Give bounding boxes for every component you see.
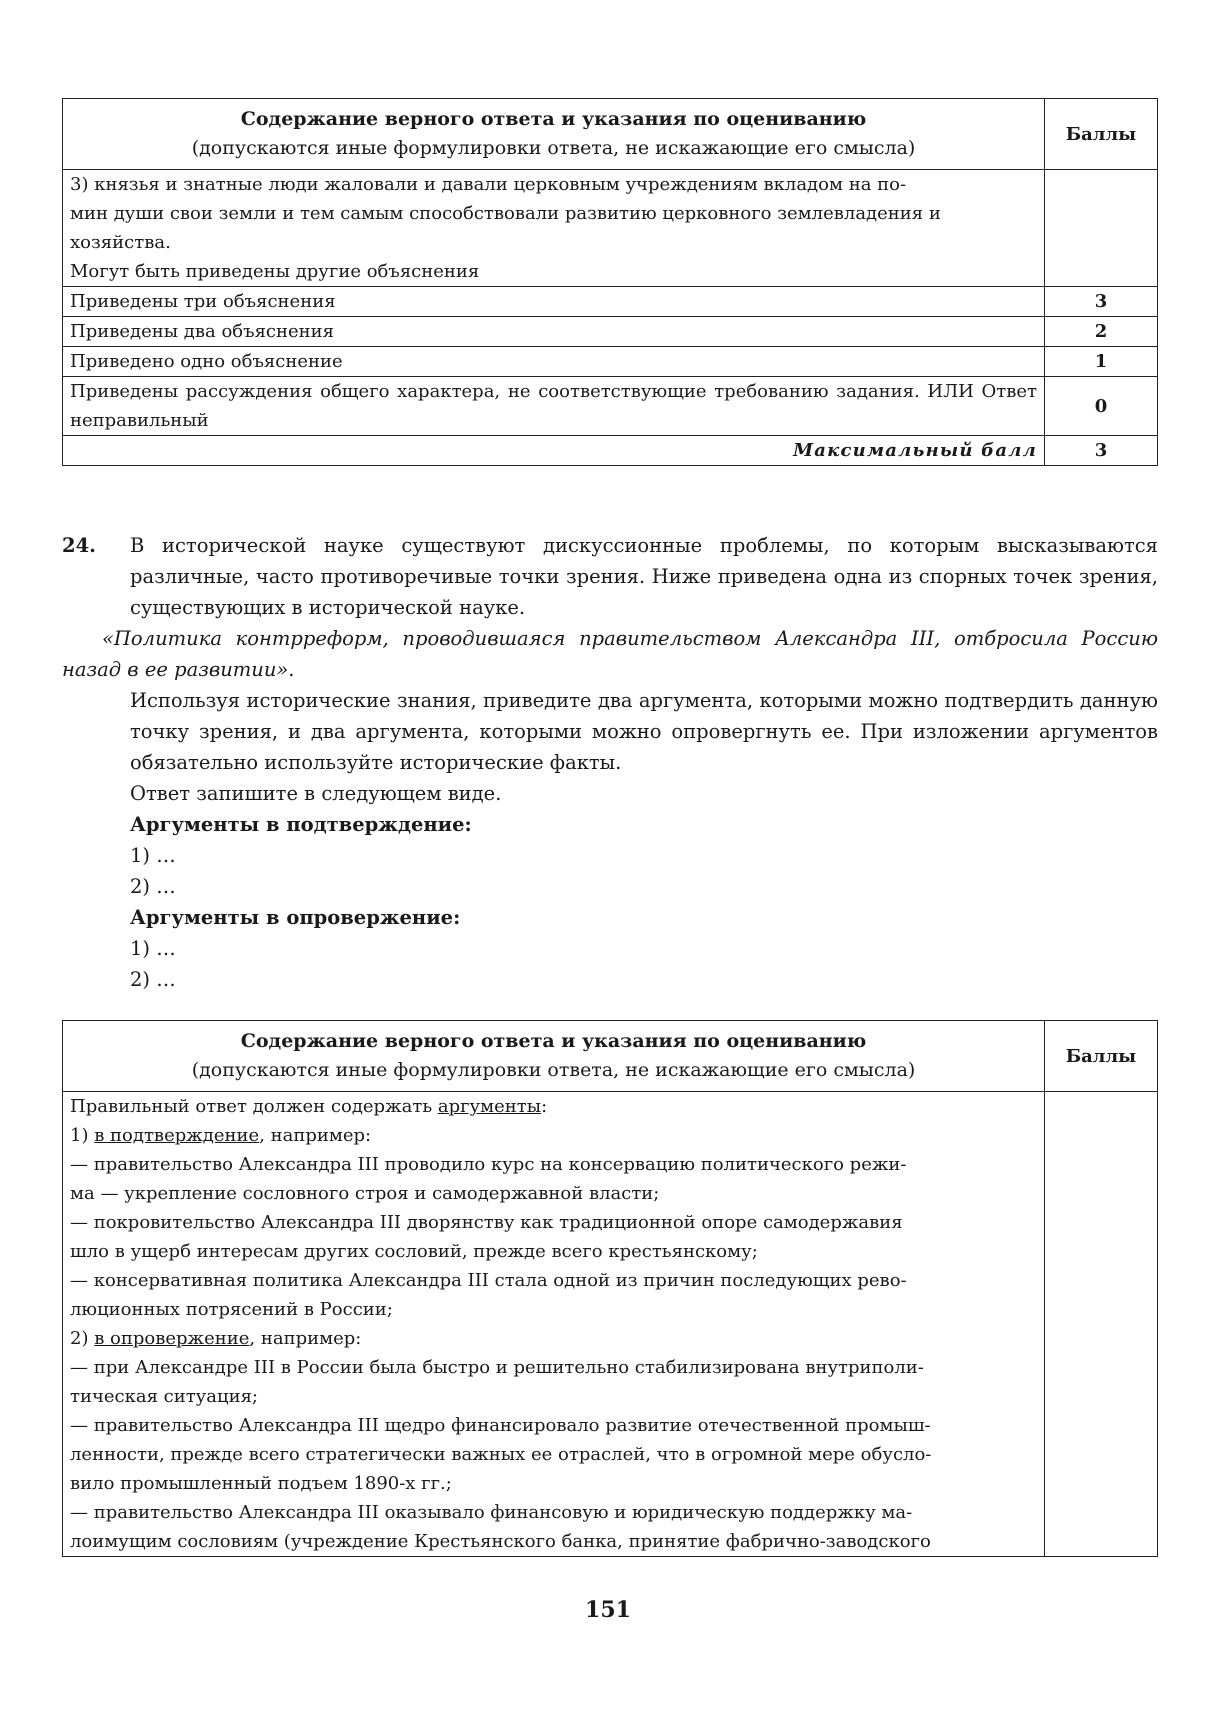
answer-intro-suffix: : <box>541 1096 548 1117</box>
criterion-text: Приведены два объяснения <box>63 317 1045 347</box>
criterion-text: Приведены рассуждения общего характера, не соответствующие требованию задания. ИЛИ Ответ неправильный <box>63 377 1045 436</box>
criterion-score: 0 <box>1045 377 1158 436</box>
task-number: 24. <box>62 534 96 557</box>
answer-content-row <box>63 170 1158 287</box>
empty-score-cell <box>1045 1092 1158 1557</box>
max-score-value: 3 <box>1045 436 1158 466</box>
task-quote: «Политика контрреформ, проводившаяся правительством Александра III, отбросила Россию назад в ее развитии». <box>62 627 1158 681</box>
confirm-line: — покровительство Александра III дворянству как традиционной опоре самодержавия <box>70 1212 903 1233</box>
criterion-score: 3 <box>1045 287 1158 317</box>
answer-content-cell <box>63 170 1045 287</box>
table-header-cell <box>63 99 1045 170</box>
answer-intro <box>70 1092 1037 1121</box>
refute-item: 2) … <box>130 968 176 991</box>
refute-line: ленности, прежде всего стратегически важных ее отраслей, что в огромной мере обусло- <box>70 1444 932 1465</box>
answer-intro-prefix: Правильный ответ должен содержать <box>70 1096 438 1117</box>
criterion-row <box>63 287 1158 317</box>
table-header-row <box>63 1021 1158 1092</box>
criterion-row <box>63 377 1158 436</box>
refute-line: лоимущим сословиям (учреждение Крестьянского банка, принятие фабрично-заводского <box>70 1531 931 1552</box>
content-line: хозяйства. <box>70 232 171 253</box>
criterion-text: Приведено одно объяснение <box>63 347 1045 377</box>
confirm-heading: Аргументы в подтверждение: <box>130 813 472 836</box>
score-header: Баллы <box>1045 99 1158 170</box>
confirm-item: 2) … <box>130 875 176 898</box>
task-instructions <box>130 685 1158 995</box>
confirm-line: шло в ущерб интересам других сословий, прежде всего крестьянскому; <box>70 1241 758 1262</box>
score-header: Баллы <box>1045 1021 1158 1092</box>
content-line: 3) князья и знатные люди жаловали и давали церковным учреждениям вкладом на по- <box>70 174 907 195</box>
answer-content-cell <box>63 1092 1045 1557</box>
header-title: Содержание верного ответа и указания по оцениванию <box>240 1030 867 1052</box>
header-subtitle: (допускаются иные формулировки ответа, не искажающие его смысла) <box>191 1059 916 1081</box>
confirm-line: — правительство Александра III проводило курс на консервацию политического режи- <box>70 1154 907 1175</box>
confirm-line: люционных потрясений в России; <box>70 1299 393 1320</box>
refute-heading: Аргументы в опровержение: <box>130 906 461 929</box>
answer-intro-underlined: аргументы <box>437 1096 542 1117</box>
criterion-row <box>63 317 1158 347</box>
refute-item: 1) … <box>130 937 176 960</box>
confirm-prefix: 1) <box>70 1125 95 1146</box>
page-number: 151 <box>585 1597 631 1623</box>
answer-format-note: Ответ запишите в следующем виде. <box>130 782 502 805</box>
content-line: мин души свои земли и тем самым способствовали развитию церковного землевладения и <box>70 203 941 224</box>
refute-line: — правительство Александра III оказывало финансовую и юридическую поддержку ма- <box>70 1502 913 1523</box>
confirm-section-heading <box>70 1121 1037 1150</box>
criterion-text: Приведены три объяснения <box>63 287 1045 317</box>
header-subtitle: (допускаются иные формулировки ответа, не искажающие его смысла) <box>191 137 916 159</box>
task-intro: В исторической науке существуют дискуссионные проблемы, по которым высказываются различные, часто противоречивые точки зрения. Ниже приведена одна из спорных точек зрения, существующих в исторической науке. <box>130 534 1158 619</box>
max-score-row <box>63 436 1158 466</box>
confirm-underlined: в подтверждение <box>94 1125 260 1146</box>
grading-table-task-24 <box>62 1020 1158 1557</box>
confirm-item: 1) … <box>130 844 176 867</box>
task-24 <box>62 530 1158 995</box>
refute-line: — при Александре III в России была быстро и решительно стабилизирована внутриполи- <box>70 1357 924 1378</box>
refute-line: тическая ситуация; <box>70 1386 258 1407</box>
confirm-suffix: , например: <box>259 1125 372 1146</box>
confirm-line: — консервативная политика Александра III стала одной из причин последующих рево- <box>70 1270 907 1291</box>
confirm-line: ма — укрепление сословного строя и самодержавной власти; <box>70 1183 660 1204</box>
criterion-score: 1 <box>1045 347 1158 377</box>
refute-line: — правительство Александра III щедро финансировало развитие отечественной промыш- <box>70 1415 931 1436</box>
refute-section-heading <box>70 1324 1037 1353</box>
refute-prefix: 2) <box>70 1328 95 1349</box>
answer-content-row <box>63 1092 1158 1557</box>
refute-line: вило промышленный подъем 1890-х гг.; <box>70 1473 452 1494</box>
task-instruction: Используя исторические знания, приведите два аргумента, которыми можно подтвердить данную точку зрения, и два аргумента, которыми можно опровергнуть ее. При изложении аргументов обязательно используйте исторические факты. <box>130 689 1158 774</box>
refute-suffix: , например: <box>249 1328 362 1349</box>
header-title: Содержание верного ответа и указания по оцениванию <box>240 108 867 130</box>
refute-underlined: в опровержение <box>94 1328 250 1349</box>
content-line: Могут быть приведены другие объяснения <box>70 261 480 282</box>
criterion-score: 2 <box>1045 317 1158 347</box>
empty-score-cell <box>1045 170 1158 287</box>
table-header-cell <box>63 1021 1045 1092</box>
grading-table-task-23 <box>62 98 1158 466</box>
criterion-row <box>63 347 1158 377</box>
max-score-label: Максимальный балл <box>63 436 1045 466</box>
table-header-row <box>63 99 1158 170</box>
